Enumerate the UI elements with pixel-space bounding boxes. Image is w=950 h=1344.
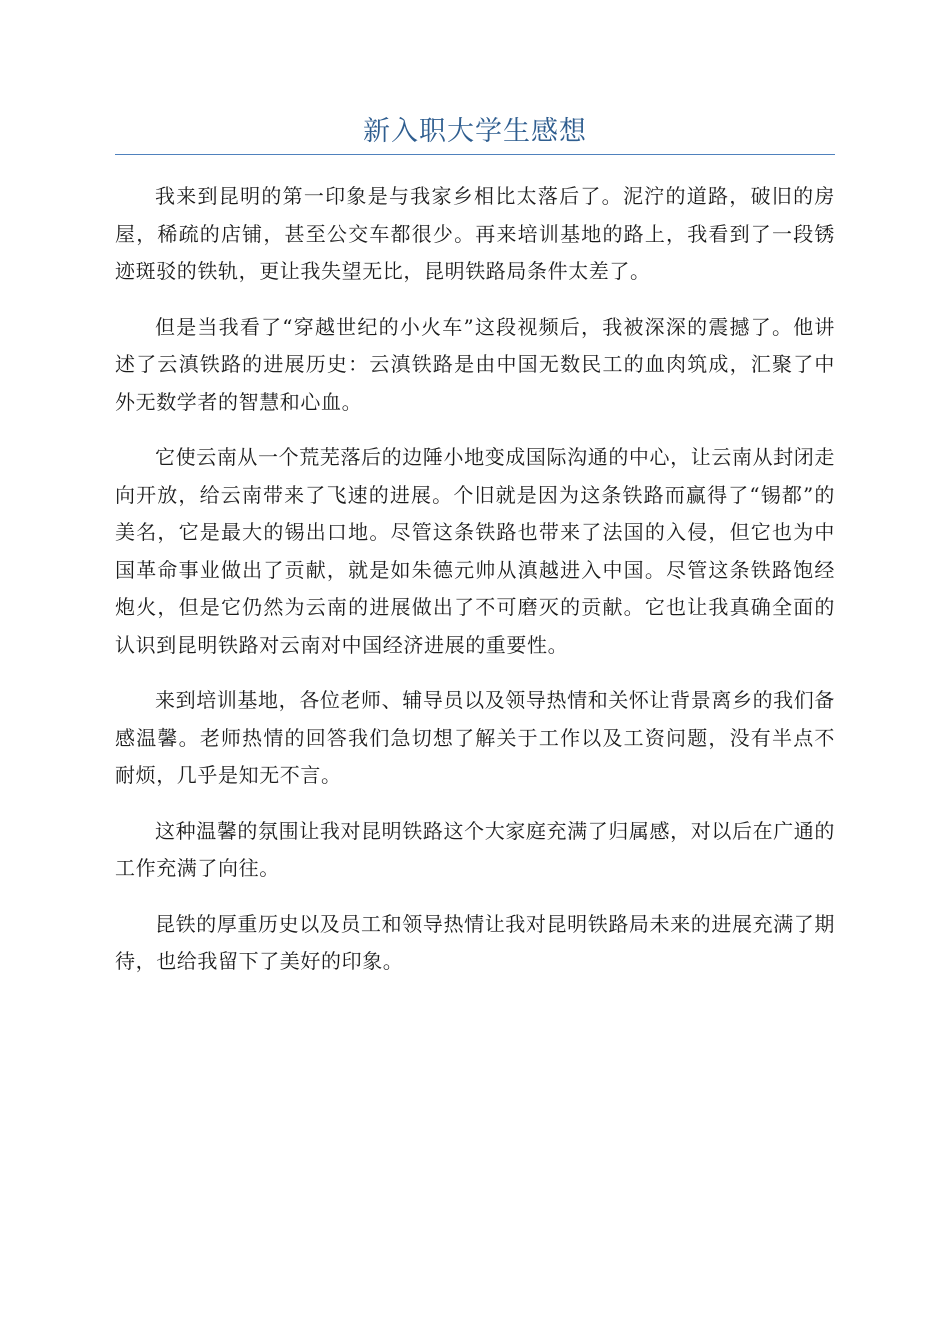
paragraph-3: 它使云南从一个荒芜落后的边陲小地变成国际沟通的中心，让云南从封闭走向开放，给云南带来了飞速的进展。个旧就是因为这条铁路而赢得了“锡都”的美名，它是最大的锡出口地。尽管这条铁路也带来了法国的入侵，但它也为中国革命事业做出了贡献，就是如朱德元帅从滇越进入中国。尽管这条铁路饱经炮火，但是它仍然为云南的进展做出了不可磨灭的贡献。它也让我真确全面的认识到昆明铁路对云南对中国经济进展的重要性。 [115,445,835,657]
paragraph-4: 来到培训基地，各位老师、辅导员以及领导热情和关怀让背景离乡的我们备感温馨。老师热情的回答我们急切想了解关于工作以及工资问题，没有半点不耐烦，几乎是知无不言。 [115,688,835,787]
title-underline [115,154,835,155]
paragraph-6: 昆铁的厚重历史以及员工和领导热情让我对昆明铁路局未来的进展充满了期待，也给我留下了美好的印象。 [115,911,835,973]
document-body [115,178,835,999]
paragraph-5: 这种温馨的氛围让我对昆明铁路这个大家庭充满了归属感，对以后在广通的工作充满了向往。 [115,818,835,880]
paragraph-1: 我来到昆明的第一印象是与我家乡相比太落后了。泥泞的道路，破旧的房屋，稀疏的店铺，甚至公交车都很少。再来培训基地的路上，我看到了一段锈迹斑驳的铁轨，更让我失望无比，昆明铁路局条件太差了。 [115,184,835,283]
document-title: 新入职大学生感想 [363,116,587,147]
paragraph-2: 但是当我看了“穿越世纪的小火车”这段视频后，我被深深的震撼了。他讲述了云滇铁路的进展历史：云滇铁路是由中国无数民工的血肉筑成，汇聚了中外无数学者的智慧和心血。 [115,314,835,414]
